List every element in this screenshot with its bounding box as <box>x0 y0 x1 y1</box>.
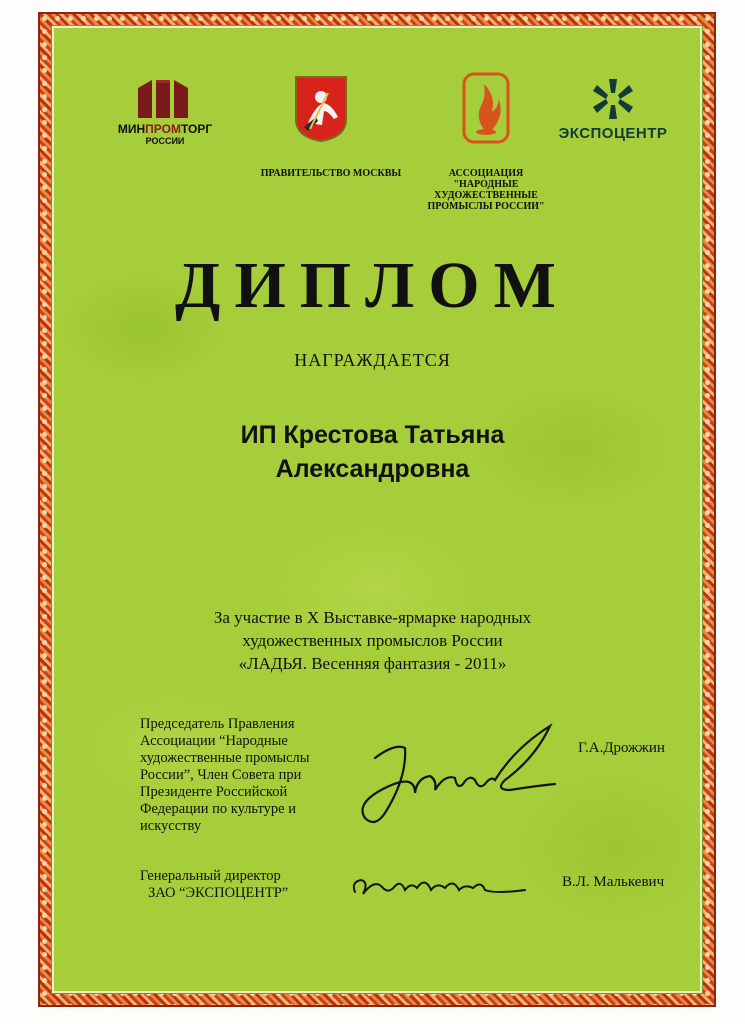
association-logo <box>462 72 510 144</box>
reason-line: художественных промыслов России <box>242 631 503 650</box>
position-line: России”, Член Совета при <box>140 767 302 783</box>
moscow-government-logo <box>294 75 348 143</box>
position-line: ЗАО “ЭКСПОЦЕНТР” <box>148 885 289 901</box>
signatory-1-name: Г.А.Дрожжин <box>578 740 665 756</box>
reason-line: За участие в X Выставке-ярмарке народных <box>213 608 532 627</box>
expocentre-logo <box>548 78 678 148</box>
recipient-line-1: ИП Крестова Татьяна <box>240 421 505 449</box>
minpromtorg-text-torg: ТОРГ <box>180 122 213 136</box>
position-line: Федерации по культуре и <box>140 801 296 817</box>
signature-1-image <box>345 718 565 838</box>
association-caption <box>408 168 564 212</box>
diploma-title: ДИПЛОМ <box>175 249 570 322</box>
minpromtorg-logo <box>110 78 220 148</box>
signatory-2-position <box>140 868 360 902</box>
association-caption-line: "НАРОДНЫЕ <box>453 179 519 190</box>
recipient-line-2: Александровна <box>275 455 470 483</box>
position-line: Председатель Правления <box>140 716 295 732</box>
signature-2-image <box>345 868 535 908</box>
position-line: Президенте Российской <box>140 784 288 800</box>
awarded-label: НАГРАЖДАЕТСЯ <box>294 350 451 370</box>
association-flame-icon <box>462 72 510 144</box>
signatory-2-name: В.Л. Малькевич <box>562 874 665 890</box>
award-reason <box>0 606 745 675</box>
minpromtorg-subtitle: РОССИИ <box>145 136 185 146</box>
position-line: Ассоциации “Народные <box>140 733 288 749</box>
moscow-government-caption: ПРАВИТЕЛЬСТВО МОСКВЫ <box>260 168 402 179</box>
expocentre-text: ЭКСПОЦЕНТР <box>558 125 668 142</box>
moscow-coat-of-arms-icon <box>294 75 348 143</box>
signatory-1-position <box>140 716 360 835</box>
recipient-name <box>0 418 745 486</box>
association-caption-line: ХУДОЖЕСТВЕННЫЕ <box>434 190 538 201</box>
association-caption-line: ПРОМЫСЛЫ РОССИИ" <box>427 201 545 212</box>
position-line: художественные промыслы <box>140 750 310 766</box>
minpromtorg-text-min: МИН <box>117 122 146 136</box>
expocentre-star-icon <box>548 78 678 120</box>
position-line: Генеральный директор <box>140 868 281 884</box>
minpromtorg-emblem-icon <box>110 78 220 120</box>
position-line: искусству <box>140 818 202 834</box>
minpromtorg-text-prom: ПРОМ <box>145 122 181 136</box>
association-caption-line: АССОЦИАЦИЯ <box>448 168 524 179</box>
reason-line: «ЛАДЬЯ. Весенняя фантазия - 2011» <box>238 654 507 673</box>
